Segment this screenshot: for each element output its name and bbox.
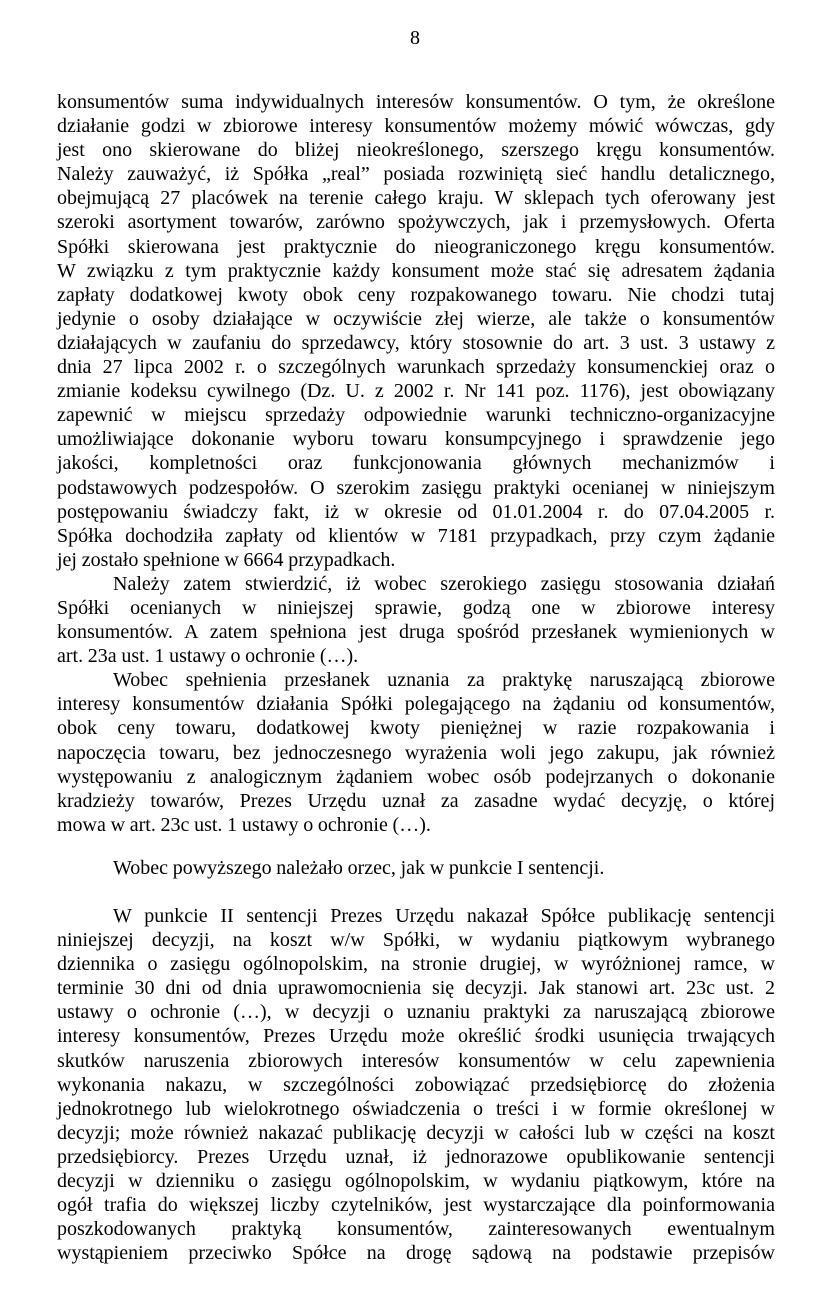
- text-line: interesy konsumentów, Prezes Urzędu może określić środki usunięcia trwających: [57, 1025, 775, 1048]
- text-line: umożliwiające dokonanie wyboru towaru konsumpcyjnego i sprawdzenie jego: [57, 428, 775, 451]
- text-line: Spółki ocenianych w niniejszej sprawie, godzą one w zbiorowe interesy: [57, 596, 775, 619]
- text-line: art. 23a ust. 1 ustawy o ochronie (…).: [57, 645, 359, 668]
- text-line: dziennika o zasięgu ogólnopolskim, na stronie drugiej, w wyróżnionej ramce, w: [57, 953, 775, 976]
- text-line: Spółka dochodziła zapłaty od klientów w 7181 przypadkach, przy czym żądanie: [57, 524, 775, 547]
- text-line: występowaniu z analogicznym żądaniem wobec osób podejrzanych o dokonanie: [57, 765, 775, 788]
- text-line: podstawowych podzespołów. O szerokim zasięgu praktyki ocenianej w niniejszym: [57, 476, 775, 499]
- text-line: napoczęcia towaru, bez jednoczesnego wyrażenia woli jego zakupu, jak również: [57, 741, 775, 764]
- text-line: szeroki asortyment towarów, zarówno spożywczych, jak i przemysłowych. Oferta: [57, 211, 775, 234]
- text-line: zmianie kodeksu cywilnego (Dz. U. z 2002 r. Nr 141 poz. 1176), jest obowiązany: [57, 380, 775, 403]
- text-line: jakości, kompletności oraz funkcjonowania głównych mechanizmów i: [57, 452, 775, 475]
- text-line: dnia 27 lipca 2002 r. o szczególnych warunkach sprzedaży konsumenckiej oraz o: [57, 356, 775, 379]
- text-line: obok ceny towaru, dodatkowej kwoty pieniężnej w razie rozpakowania i: [57, 717, 775, 740]
- text-line: poszkodowanych praktyką konsumentów, zainteresowanych ewentualnym: [57, 1218, 775, 1241]
- text-line: wykonania nakazu, w szczególności zobowiązać przedsiębiorcę do złożenia: [57, 1073, 775, 1096]
- text-line: Wobec powyższego należało orzec, jak w punkcie I sentencji.: [113, 856, 605, 879]
- text-line: mowa w art. 23c ust. 1 ustawy o ochronie (…).: [57, 813, 431, 836]
- text-line: działających w zaufaniu do sprzedawcy, który stosownie do art. 3 ust. 3 ustawy z: [57, 331, 775, 354]
- text-line: działanie godzi w zbiorowe interesy konsumentów możemy mówić wówczas, gdy: [57, 115, 775, 138]
- text-line: Spółki skierowana jest praktycznie do nieograniczonego kręgu konsumentów.: [57, 235, 775, 258]
- text-line: jedynie o osoby działające w oczywiście złej wierze, ale także o konsumentów: [57, 307, 775, 330]
- text-line: obejmującą 27 placówek na terenie całego kraju. W sklepach tych oferowany jest: [57, 187, 775, 210]
- text-line: W punkcie II sentencji Prezes Urzędu nakazał Spółce publikację sentencji: [113, 905, 775, 927]
- text-line: przedsiębiorcy. Prezes Urzędu uznał, iż jednorazowe opublikowanie sentencji: [57, 1145, 775, 1168]
- text-line: zapłaty dodatkowej kwoty obok ceny rozpakowanego towaru. Nie chodzi tutaj: [57, 283, 775, 306]
- text-line: ustawy o ochronie (…), w decyzji o uznaniu praktyki za naruszającą zbiorowe: [57, 1001, 775, 1024]
- text-line: niniejszej decyzji, na koszt w/w Spółki, w wydaniu piątkowym wybranego: [57, 929, 775, 952]
- paragraph: [57, 90, 775, 572]
- text-line: decyzji; może również nakazać publikację decyzji w całości lub w części na koszt: [57, 1121, 775, 1144]
- text-line: skutków naruszenia zbiorowych interesów konsumentów w celu zapewnienia: [57, 1049, 775, 1072]
- text-line: konsumentów. A zatem spełniona jest druga spośród przesłanek wymienionych w: [57, 621, 775, 644]
- text-line: kradzieży towarów, Prezes Urzędu uznał za zasadne wydać decyzję, o której: [57, 789, 775, 812]
- page-number: 8: [410, 27, 420, 49]
- text-line: jednokrotnego lub wielokrotnego oświadczenia o treści i w formie określonej w: [57, 1097, 775, 1120]
- text-line: terminie 30 dni od dnia uprawomocnienia się decyzji. Jak stanowi art. 23c ust. 2: [57, 977, 775, 1000]
- text-line: wystąpieniem przeciwko Spółce na drogę sądową na podstawie przepisów: [57, 1242, 775, 1265]
- text-line: jest ono skierowane do bliżej nieokreślonego, szerszego kręgu konsumentów.: [57, 139, 775, 162]
- text-line: W związku z tym praktycznie każdy konsument może stać się adresatem żądania: [57, 259, 775, 282]
- document-body: [57, 90, 775, 1265]
- text-line: Wobec spełnienia przesłanek uznania za praktykę naruszającą zbiorowe: [113, 669, 775, 692]
- paragraph: [57, 904, 775, 1265]
- text-line: jej zostało spełnione w 6664 przypadkach.: [57, 548, 396, 571]
- paragraph: [57, 572, 775, 668]
- paragraph: [57, 668, 775, 837]
- text-line: interesy konsumentów działania Spółki polegającego na żądaniu od konsumentów,: [57, 693, 775, 716]
- text-line: konsumentów suma indywidualnych interesów konsumentów. O tym, że określone: [57, 91, 775, 113]
- text-line: zapewnić w miejscu sprzedaży odpowiednie warunki techniczno-organizacyjne: [57, 404, 775, 427]
- paragraph: [57, 856, 775, 880]
- text-line: Należy zatem stwierdzić, iż wobec szerokiego zasięgu stosowania działań: [113, 572, 775, 595]
- text-line: Należy zauważyć, iż Spółka „real” posiada rozwiniętą sieć handlu detalicznego,: [57, 163, 775, 186]
- text-line: decyzji w dzienniku o zasięgu ogólnopolskim, w wydaniu piątkowym, które na: [57, 1170, 775, 1193]
- text-line: postępowaniu świadczy fakt, iż w okresie od 01.01.2004 r. do 07.04.2005 r.: [57, 500, 775, 523]
- text-line: ogół trafia do większej liczby czytelników, jest wystarczające dla poinformowania: [57, 1194, 775, 1217]
